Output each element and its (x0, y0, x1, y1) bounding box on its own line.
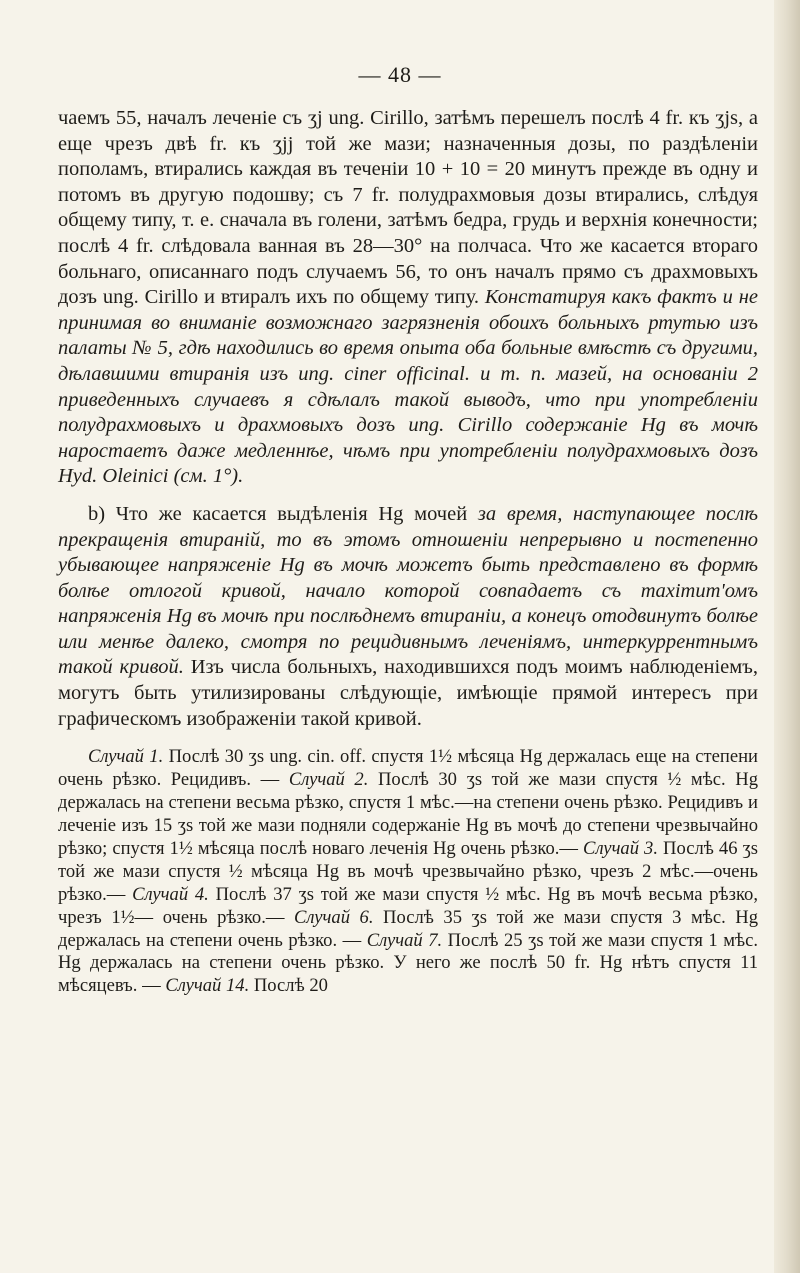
text-segment-italic: за время, наступающее послѣ прекращенія втираній, то въ этомъ отношеніи непрерывно и постепенно убывающее напряженіе Hg въ мочѣ можетъ быть представлено въ формѣ болѣе отлогой кривой, начало которой совпадаетъ съ maximum'омъ напряженія Hg въ мочѣ при послѣднемъ втираніи, а конецъ отодвинутъ болѣе или менѣе далеко, смотря по рецидивнымъ леченіямъ, интеркуррентнымъ такой кривой. (58, 502, 758, 679)
paragraph-1 (58, 106, 758, 490)
case-label: Случай 6. (294, 906, 374, 928)
page-edge (774, 0, 800, 1273)
case-label: Случай 1. (88, 746, 164, 768)
case-label: Случай 2. (288, 769, 369, 791)
case-label: Случай 14. (165, 975, 250, 997)
text-segment: Послѣ 37 ʒs той же мази спустя ½ мѣс. Hg въ мочѣ весьма рѣзко, чрезъ 1½— очень рѣзко.— (58, 883, 759, 928)
text-segment: Послѣ 20 (249, 975, 328, 997)
text-segment-italic: Констатируя какъ фактъ и не принимая во вниманіе возможнаго загрязненія обоихъ больныхъ ртутью изъ палаты № 5, гдѣ находились во время опыта оба больные вмѣстѣ съ другими, дѣлавшими втиранія изъ ung. ciner officinal. и т. п. мазей, на основаніи 2 приведенныхъ случаевъ я сдѣлалъ такой выводъ, что при употребленіи полудрахмовыхъ и драхмовыхъ дозъ ung. Cirillo содержаніе Hg въ мочѣ наростаетъ даже медленнѣе, чѣмъ при употребленіи полудрахмовыхъ дозъ Hyd. Oleinici (см. 1°). (58, 286, 759, 488)
text-segment: Послѣ 30 ʒs той же мази спустя ½ мѣс. Hg держалась на степени весьма рѣзко, спустя 1 мѣс.—на степени очень рѣзко. Рецидивъ и леченіе изъ 15 ʒs той же мази подняли содержаніе Hg въ мочѣ до степени чрезвычайно рѣзко; спустя 1½ мѣсяца послѣ новаго леченія Hg очень рѣзко.— (58, 769, 759, 859)
text-segment: Послѣ 25 ʒs той же мази спустя 1 мѣс. Hg держалась на степени очень рѣзко. У него же послѣ 50 fr. Hg нѣтъ спустя 11 мѣсяцевъ. — (58, 929, 758, 997)
page-number: — 48 — (358, 62, 442, 87)
text-segment: Послѣ 46 ʒs той же мази спустя ½ мѣсяца Hg въ мочѣ чрезвычайно рѣзко, чрезъ 2 мѣс.—очень рѣзко.— (58, 837, 759, 905)
paragraph-2 (58, 502, 758, 732)
text-segment: Изъ числа больныхъ, находившихся подъ моимъ наблюденіемъ, могутъ быть утилизированы слѣдующіе, имѣющіе прямой интересъ при графическомъ изображеніи такой кривой. (58, 656, 758, 730)
case-label: Случай 7. (366, 929, 443, 951)
text-segment: b) Что же касается выдѣленія Hg мочей (88, 502, 478, 525)
text-segment: Послѣ 30 ʒs ung. cin. off. спустя 1½ мѣсяца Hg держалась еще на степени очень рѣзко. Рецидивъ. — (58, 746, 758, 791)
text-segment: Послѣ 35 ʒs той же мази спустя 3 мѣс. Hg держалась на степени очень рѣзко. — (58, 906, 759, 951)
case-label: Случай 4. (132, 883, 209, 905)
text-segment: чаемъ 55, началъ леченіе съ ʒj ung. Cirillo, затѣмъ перешелъ послѣ 4 fr. къ ʒjs, а еще чрезъ двѣ fr. къ ʒjj той же мази; назначенныя дозы, по раздѣленіи пополамъ, втирались каждая въ теченіи 10 + 10 = 20 минутъ прежде въ одну и потомъ въ другую подошву; съ 7 fr. полудрахмовыя дозы втирались, слѣдуя общему типу, т. е. сначала въ голени, затѣмъ бедра, грудь и верхнія конечности; послѣ 4 fr. слѣдовала ванная въ 28—30° на полчаса. Что же касается втораго больнаго, описаннаго подъ случаемъ 56, то онъ началъ прямо съ драхмовыхъ дозъ ung. Cirillo и втиралъ ихъ по общему типу. (58, 107, 758, 309)
text-body (58, 106, 758, 998)
case-label: Случай 3. (583, 837, 659, 859)
paragraph-3 (58, 746, 758, 998)
